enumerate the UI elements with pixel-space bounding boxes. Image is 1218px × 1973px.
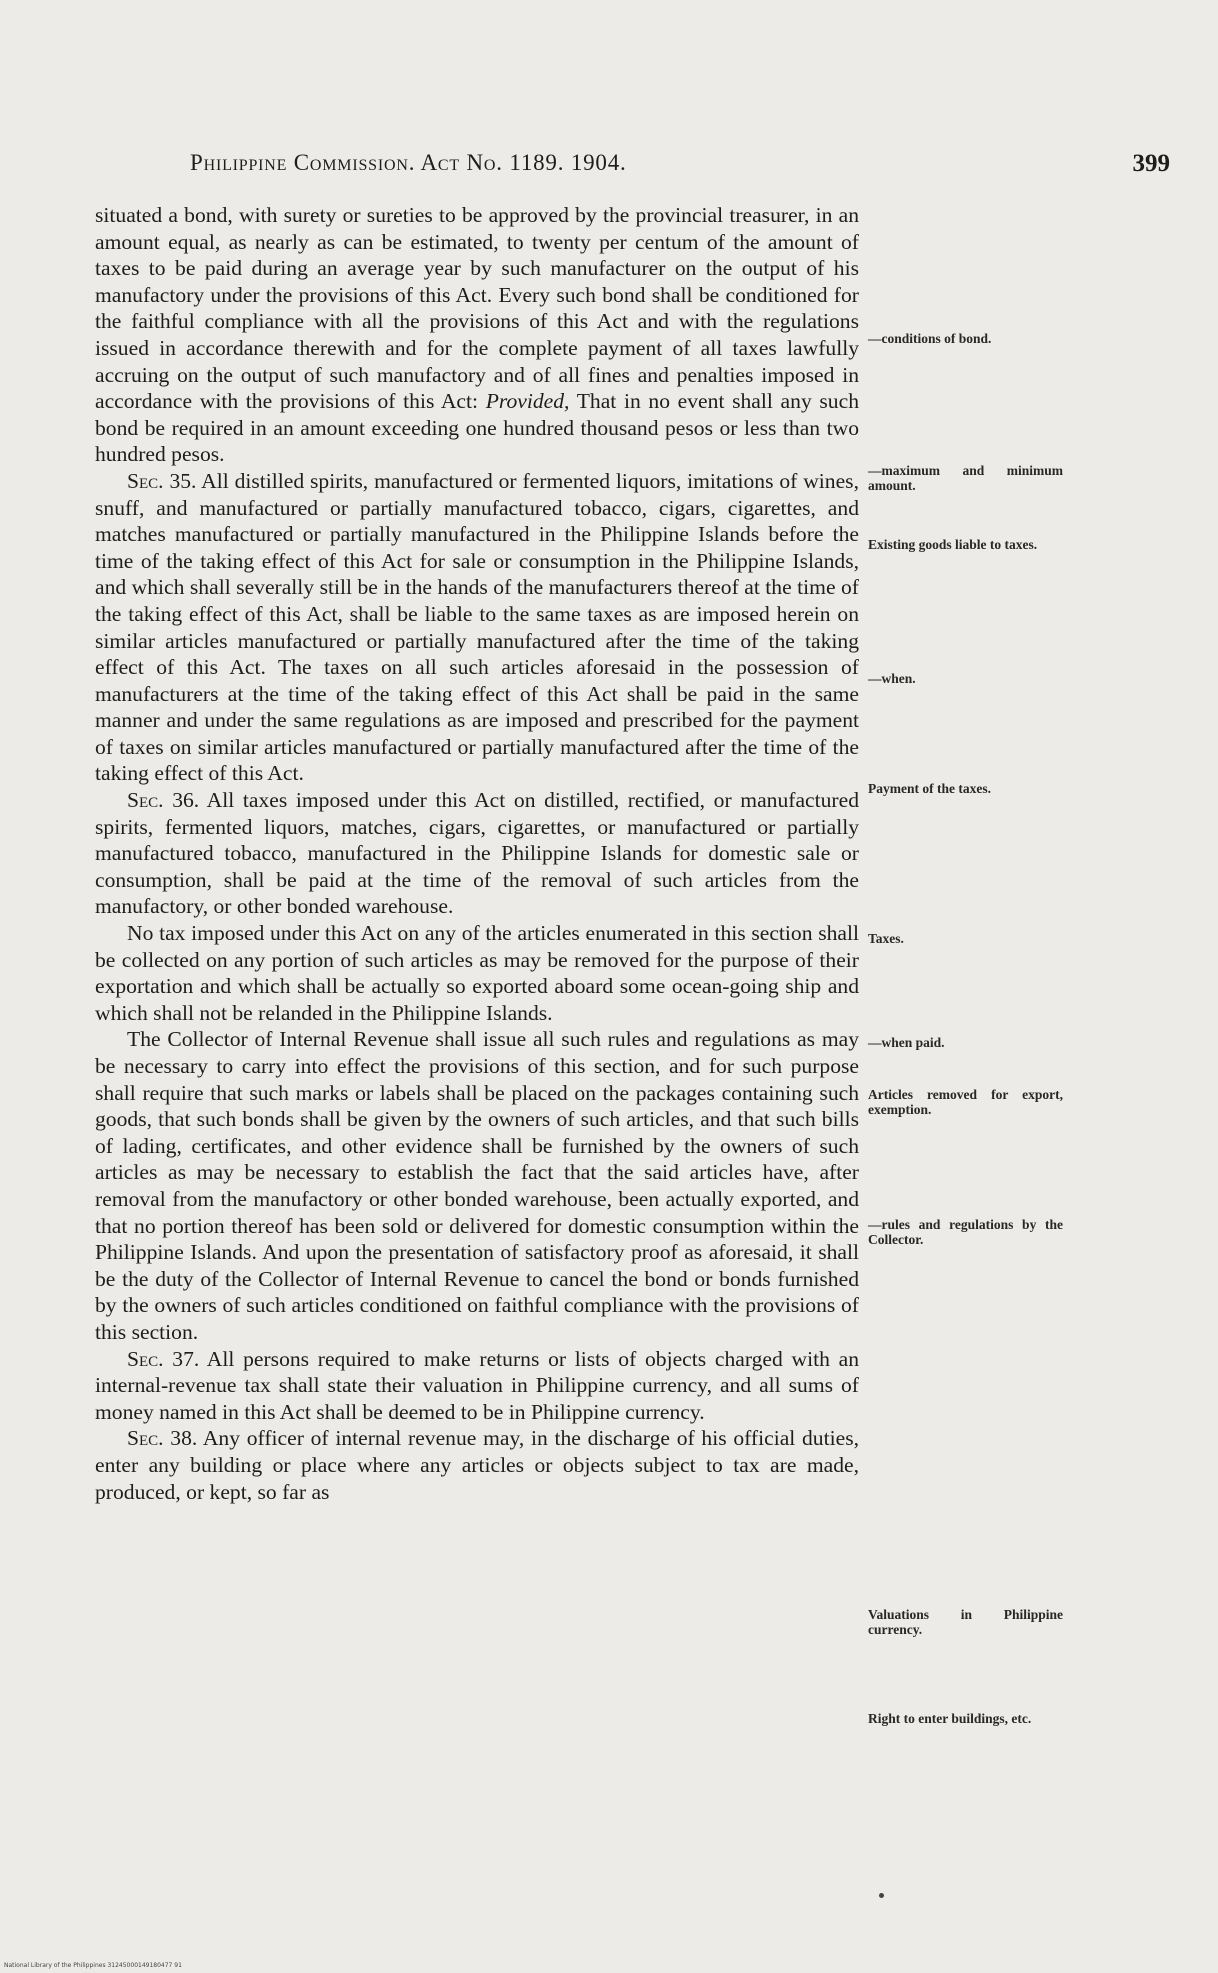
ink-speck <box>879 1893 884 1898</box>
section-37 <box>95 1346 859 1426</box>
proviso-italic: Provided, <box>485 389 570 414</box>
section-36-text: All taxes imposed under this Act on distilled, rectified, or manufactured spirits, fermented liquors, matches, cigars, cigarettes, or manufactured or partially manufactured tobacco, manufactured in the Philippine Islands for domestic sale or consumption, shall be paid at the time of the removal of such articles from the manufactory, or other bonded warehouse. <box>95 788 859 919</box>
running-header <box>190 150 1170 186</box>
section-36 <box>95 787 859 920</box>
margin-note-payment: Payment of the taxes. <box>868 781 991 796</box>
margin-note-rules: —rules and regulations by the Collector. <box>868 1217 1063 1247</box>
margin-note-right-to-enter: Right to enter buildings, etc. <box>868 1711 1032 1726</box>
margin-note-when: —when. <box>868 671 916 686</box>
margin-note-existing-goods: Existing goods liable to taxes. <box>868 537 1038 552</box>
section-38-text: Any officer of internal revenue may, in the discharge of his official duties, enter any building or place where any articles or objects subject to tax are made, produced, or kept, so far as <box>95 1426 859 1504</box>
paragraph-bond <box>95 202 859 468</box>
section-38-label: Sec. 38. <box>127 1426 198 1451</box>
section-35 <box>95 468 859 787</box>
margin-note-when-paid: —when paid. <box>868 1035 945 1050</box>
margin-note-maximum: —maximum and minimum amount. <box>868 463 1063 493</box>
paragraph-no-tax: No tax imposed under this Act on any of the articles enumerated in this section shall be collected on any portion of such articles as may be removed for the purpose of their exportation and which shall be actually so exported aboard some ocean-going ship and which shall not be relanded in the Philippine Islands. <box>95 921 859 1025</box>
section-37-text: All persons required to make returns or lists of objects charged with an internal-revenue tax shall state their valuation in Philippine currency, and all sums of money named in this Act shall be deemed to be in Philippine currency. <box>95 1346 859 1424</box>
margin-note-taxes: Taxes. <box>868 931 904 946</box>
header-title: Philippine Commission. Act No. 1189. 1904. <box>190 150 627 175</box>
paragraph-collector: The Collector of Internal Revenue shall issue all such rules and regulations as may be necessary to carry into effect the provisions of this section, and for such purpose shall require that such marks or labels shall be placed on the packages containing such goods, that such bonds shall be given by the owners of such articles, and that such bills of lading, certificates, and other evidence shall be furnished by the owners of such articles as may be necessary to establish the fact that the said articles have, after removal from the manufactory or other bonded warehouse, been actually exported, and that no portion thereof has been sold or delivered for domestic consumption within the Philippine Islands. And upon the presentation of satisfactory proof as aforesaid, it shall be the duty of the Collector of Internal Revenue to cancel the bond or bonds furnished by the owners of such articles conditioned on faithful compliance with the provisions of this section. <box>95 1027 859 1344</box>
section-37-label: Sec. 37. <box>127 1346 200 1371</box>
margin-note-export: Articles removed for export, exemption. <box>868 1087 1063 1117</box>
scan-footer: National Library of the Philippines 31245000149180477 91 <box>4 1962 182 1969</box>
body-text <box>95 202 859 1505</box>
section-35-label: Sec. 35. <box>127 468 197 493</box>
margin-note-valuations: Valuations in Philippine currency. <box>868 1607 1063 1637</box>
bond-text: situated a bond, with surety or sureties to be approved by the provincial treasurer, in an amount equal, as nearly as can be estimated, to twenty per centum of the amount of taxes to be paid during an average year by such manufacturer on the output of his manufactory under the provisions of this Act. Every such bond shall be conditioned for the faithful compliance with all the provisions of this Act and with the regulations issued in accordance therewith and for the complete payment of all taxes lawfully accruing on the output of such manufactory and of all fines and penalties imposed in accordance with the provisions of this Act: <box>95 203 859 414</box>
section-36-label: Sec. 36. <box>127 788 200 813</box>
section-38 <box>95 1425 859 1505</box>
page-number: 399 <box>1132 150 1170 177</box>
bond-text-tail: That in no event shall any such bond be required in an amount exceeding one hundred thousand pesos or less than two hundred pesos. <box>95 389 859 467</box>
margin-note-conditions: —conditions of bond. <box>868 331 992 346</box>
section-35-text: All distilled spirits, manufactured or fermented liquors, imitations of wines, snuff, and manufactured or partially manufactured tobacco, cigars, cigarettes, and matches manufactured or partially manufactured in the Philippine Islands before the time of the taking effect of this Act for sale or consumption in the Philippine Islands, and which shall severally still be in the hands of the manufacturers thereof at the time of the taking effect of this Act, shall be liable to the same taxes as are imposed herein on similar articles manufactured or partially manufactured after the time of the taking effect of this Act. The taxes on all such articles aforesaid in the possession of manufacturers at the time of the taking effect of this Act shall be paid in the same manner and under the same regulations as are imposed and prescribed for the payment of taxes on similar articles manufactured or partially manufactured after the time of the taking effect of this Act. <box>95 468 859 786</box>
